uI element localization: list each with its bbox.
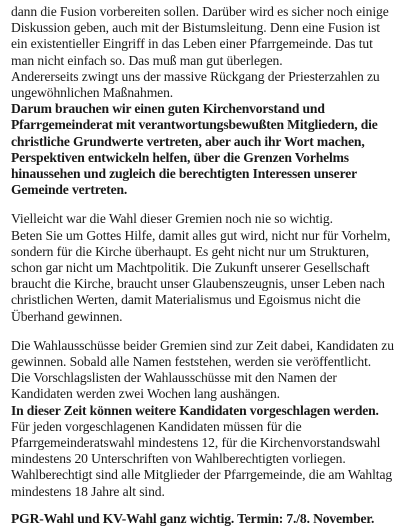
paragraph-wahlausschuesse	[11, 338, 403, 500]
paragraph-spacer	[11, 325, 403, 338]
text-line: mindestens 18 Jahre alt sind.	[11, 483, 165, 499]
paragraph-fusion	[11, 4, 403, 198]
text-line: Vielleicht war die Wahl dieser Gremien noch nie so wichtig.	[11, 211, 333, 227]
text-line: Beten Sie um Gottes Hilfe, damit alles gut wird, nicht nur für Vorhelm,	[11, 227, 391, 243]
text-line: Die Wahlausschüsse beider Gremien sind zur Zeit dabei, Kandidaten zu	[11, 337, 394, 353]
paragraph-spacer	[11, 198, 403, 211]
text-line: Kandidaten werden zwei Wochen lang aushängen.	[11, 386, 280, 402]
text-line: Für jeden vorgeschlagenen Kandidaten müssen für die	[11, 418, 302, 434]
text-line: Diskussion geben, auch mit der Bistumsleitung. Denn eine Fusion ist	[11, 20, 380, 36]
footer-note	[11, 511, 403, 527]
bold-text-line: In dieser Zeit können weitere Kandidaten vorgeschlagen werden.	[11, 402, 379, 418]
text-line: man nicht einfach so. Das muß man gut überlegen.	[11, 52, 283, 68]
text-line: Pfarrgemeinderatswahl mindestens 12, für die Kirchenvorstandswahl	[11, 435, 381, 451]
text-line: gewinnen. Sobald alle Namen feststehen, werden sie veröffentlicht.	[11, 354, 372, 370]
document-page	[11, 4, 403, 527]
text-line: mindestens 20 Unterschriften von Wahlberechtigten vorliegen.	[11, 451, 346, 467]
text-line: christlichen Werten, damit Materialismus und Egoismus nicht die	[11, 292, 361, 308]
text-line: sondern für die Kirche überhaupt. Es geht nicht nur um Strukturen,	[11, 243, 370, 259]
text-line: schon gar nicht um Machtpolitik. Die Zukunft unserer Gesellschaft	[11, 260, 370, 276]
bold-text-line: hinaussehen und zugleich die berechtigten Interessen unserer	[11, 166, 357, 182]
footer-text: PGR-Wahl und KV-Wahl ganz wichtig. Termin: 7./8. November.	[11, 510, 375, 526]
bold-text-line: Gemeinde vertreten.	[11, 182, 128, 198]
text-line: braucht die Kirche, braucht unser Glaubenszeugnis, unser Leben nach	[11, 276, 385, 292]
text-line: ungewöhnlichen Maßnahmen.	[11, 85, 174, 101]
text-line: Wahlberechtigt sind alle Mitglieder der Pfarrgemeinde, die am Wahltag	[11, 467, 393, 483]
text-line: Andererseits zwingt uns der massive Rückgang der Priesterzahlen zu	[11, 68, 380, 84]
bold-text-line: Darum brauchen wir einen guten Kirchenvorstand und	[11, 101, 325, 117]
bold-text-line: Pfarrgemeinderat mit verantwortungsbewußten Mitgliedern, die	[11, 117, 378, 133]
bold-text-line: christliche Grundwerte vertreten, aber auch ihr Wort machen,	[11, 133, 365, 149]
text-line: ein existentieller Eingriff in das Leben einer Pfarrgemeinde. Das tut	[11, 36, 373, 52]
paragraph-wahl-wichtig	[11, 211, 403, 324]
text-line: Die Vorschlagslisten der Wahlausschüsse mit den Namen der	[11, 370, 337, 386]
text-line: dann die Fusion vorbereiten sollen. Darüber wird es sicher noch einige	[11, 4, 389, 19]
text-line: Überhand gewinnen.	[11, 308, 123, 324]
bold-text-line: Perspektiven entwickeln helfen, über die Grenzen Vorhelms	[11, 149, 349, 165]
